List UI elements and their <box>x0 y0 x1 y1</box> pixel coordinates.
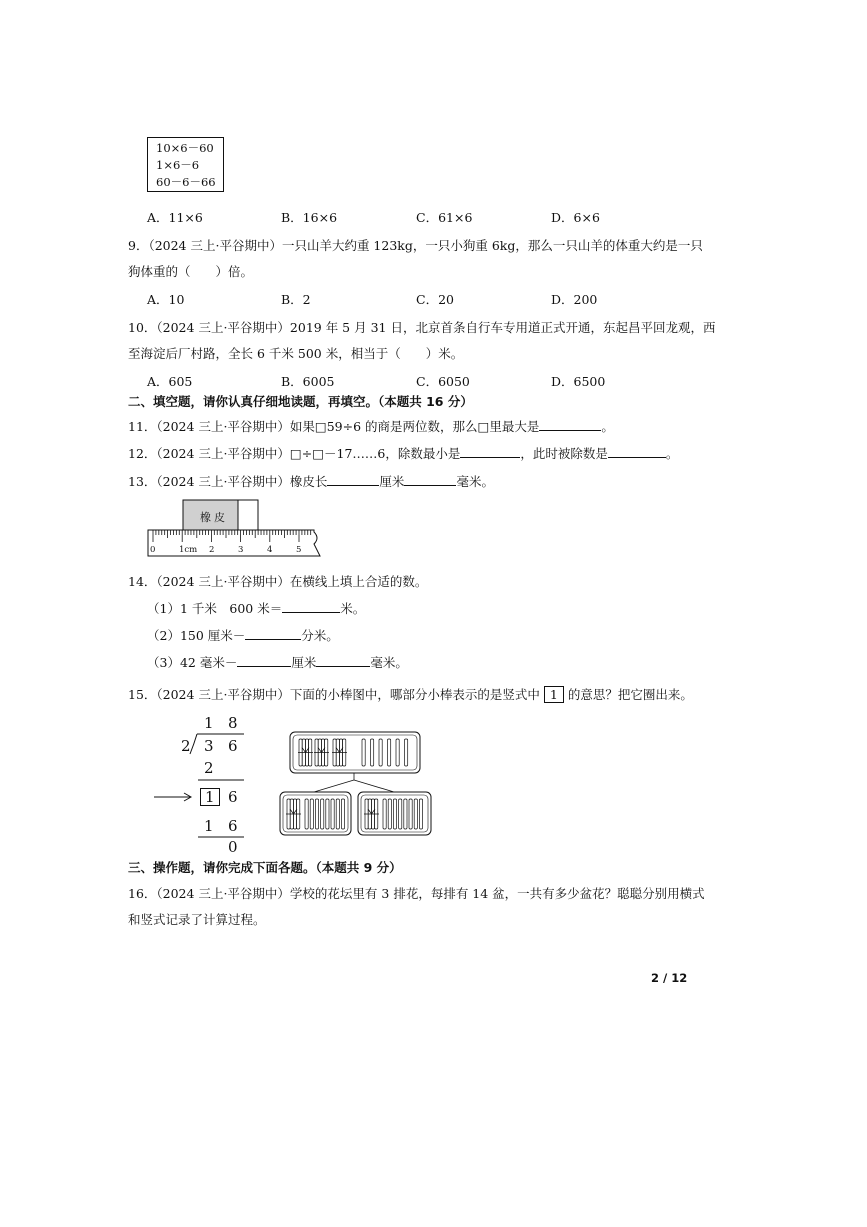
question-12-mid: ，此时被除数是 <box>520 446 608 461</box>
option-c[interactable]: C．61×6 <box>416 210 473 225</box>
question-12 <box>128 444 678 462</box>
question-10-line1: 10．（2024 三上·平谷期中）2019 年 5 月 31 日，北京首条自行车专用道正式开通，东起昌平回龙观，西 <box>128 320 716 335</box>
answer-blank[interactable] <box>282 600 340 613</box>
part2-text: （2）150 厘米－ <box>147 628 246 643</box>
question-9-line1: 9．（2024 三上·平谷期中）一只山羊大约重 123kg，一只小狗重 6kg，那么一只山羊的体重大约是一只 <box>128 238 703 253</box>
ruler-tick-label: 3 <box>238 545 244 555</box>
question-11-end: 。 <box>601 419 614 434</box>
ruler-tick-label: 1cm <box>179 545 198 555</box>
option-c[interactable]: C．6050 <box>416 374 470 389</box>
option-a[interactable]: A．605 <box>147 374 193 389</box>
quotient-digit: 1 <box>204 714 214 732</box>
question-16-line1: 16．（2024 三上·平谷期中）学校的花坛里有 3 排花，每排有 14 盆，一共有多少盆花？聪聪分别用横式 <box>128 886 705 901</box>
calc-line: 10×6－60 <box>156 141 214 155</box>
part3-unit1: 厘米 <box>291 655 317 670</box>
option-d[interactable]: D．6×6 <box>551 210 600 225</box>
answer-blank[interactable] <box>237 654 291 667</box>
answer-blank[interactable] <box>404 473 456 486</box>
sticks-figure <box>278 728 434 840</box>
answer-blank[interactable] <box>316 654 370 667</box>
calc-line: 60－6－66 <box>156 175 216 189</box>
part3-unit2: 毫米。 <box>370 655 408 670</box>
step-digit: 1 <box>204 817 214 835</box>
ruler-tick-label: 5 <box>296 545 302 555</box>
answer-blank[interactable] <box>539 418 601 431</box>
part2-unit: 分米。 <box>301 628 339 643</box>
option-d[interactable]: D．200 <box>551 292 598 307</box>
question-13-text: 13．（2024 三上·平谷期中）橡皮长 <box>128 474 328 489</box>
eraser-sleeve <box>238 500 258 530</box>
question-14-part2 <box>147 626 339 644</box>
calc-line: 1×6－6 <box>156 158 200 172</box>
eraser-label: 橡皮 <box>200 511 228 524</box>
question-10-line2: 至海淀后厂村路，全长 6 千米 500 米，相当于（ ）米。 <box>128 346 464 361</box>
step-digit: 6 <box>228 817 238 835</box>
question-14-part3 <box>147 653 408 671</box>
question-11 <box>128 417 614 435</box>
question-12-text: 12．（2024 三上·平谷期中）□÷□－17……6，除数最小是 <box>128 446 461 461</box>
answer-blank[interactable] <box>608 445 666 458</box>
question-12-end: 。 <box>665 446 679 461</box>
option-b[interactable]: B．6005 <box>281 374 335 389</box>
question-14-title: 14．（2024 三上·平谷期中）在横线上填上合适的数。 <box>128 574 428 589</box>
question-15 <box>128 685 693 703</box>
option-a[interactable]: A．11×6 <box>147 210 203 225</box>
part1-text: （1）1 千米 600 米＝ <box>147 601 283 616</box>
division-bracket <box>190 734 197 754</box>
step-digit: 6 <box>228 788 238 806</box>
answer-blank[interactable] <box>460 445 520 458</box>
question-13-unit1: 厘米 <box>379 474 405 489</box>
section-2-title: 二、填空题，请你认真仔细地读题，再填空。（本题共 16 分） <box>128 394 473 409</box>
quotient-digit: 8 <box>228 714 238 732</box>
ruler-tick-label: 0 <box>150 545 156 555</box>
divisor: 2 <box>181 737 191 755</box>
remainder: 0 <box>228 838 238 856</box>
dividend-digit: 3 <box>204 737 214 755</box>
option-b[interactable]: B．2 <box>281 292 311 307</box>
step-digit: 2 <box>204 759 214 777</box>
part3-text: （3）42 毫米－ <box>147 655 238 670</box>
dividend-digit: 6 <box>228 737 238 755</box>
split-arrow-left <box>314 780 354 792</box>
question-15-end: 的意思？把它圈出来。 <box>567 687 693 702</box>
answer-blank[interactable] <box>245 627 301 640</box>
question-13 <box>128 472 494 490</box>
split-arrow-right <box>354 780 394 792</box>
question-9-line2: 狗体重的（ ）倍。 <box>128 264 254 279</box>
section-3-title: 三、操作题，请你完成下面各题。（本题共 9 分） <box>128 860 402 875</box>
ruler-tick-label: 4 <box>267 545 273 555</box>
ruler-tick-label: 2 <box>209 545 215 555</box>
option-a[interactable]: A．10 <box>147 292 185 307</box>
part1-unit: 米。 <box>340 601 366 616</box>
division-lines <box>150 730 250 842</box>
boxed-digit: 1 <box>544 686 564 703</box>
question-13-unit2: 毫米。 <box>456 474 494 489</box>
question-15-text: 15．（2024 三上·平谷期中）下面的小棒图中，哪部分小棒表示的是竖式中 <box>128 687 540 702</box>
page-number: 2 / 12 <box>651 971 688 985</box>
question-14-part1 <box>147 599 365 617</box>
ruler-figure <box>144 498 330 562</box>
answer-blank[interactable] <box>327 473 379 486</box>
question-16-line2: 和竖式记录了计算过程。 <box>128 912 266 927</box>
option-d[interactable]: D．6500 <box>551 374 606 389</box>
question-11-text: 11．（2024 三上·平谷期中）如果□59÷6 的商是两位数，那么□里最大是 <box>128 419 540 434</box>
option-b[interactable]: B．16×6 <box>281 210 338 225</box>
step-digit-boxed: 1 <box>200 788 220 806</box>
option-c[interactable]: C．20 <box>416 292 454 307</box>
